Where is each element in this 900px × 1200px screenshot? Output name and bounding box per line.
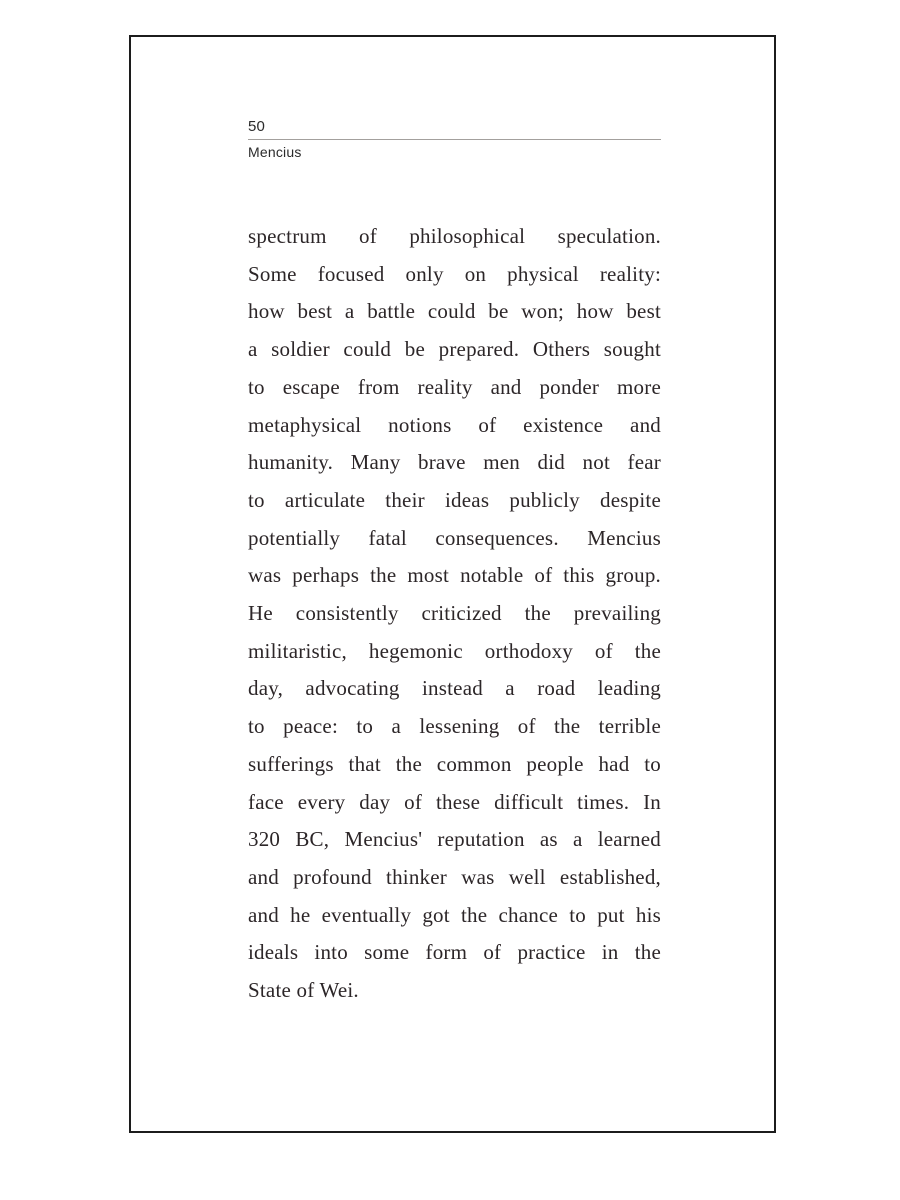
- page-number: 50: [248, 118, 266, 135]
- body-paragraph: [248, 218, 661, 1010]
- body-text-line: day, advocating instead a road leading: [248, 676, 661, 701]
- body-text-line: Some focused only on physical reality:: [248, 261, 661, 286]
- body-text-line: spectrum of philosophical speculation.: [248, 224, 661, 248]
- body-text-line: how best a battle could be won; how best: [248, 299, 661, 324]
- running-title: Mencius: [248, 144, 302, 160]
- body-text-line: to peace: to a lessening of the terrible: [248, 714, 661, 739]
- body-text-line: to articulate their ideas publicly despite: [248, 487, 661, 512]
- body-text-line: metaphysical notions of existence and: [248, 412, 661, 437]
- page-header: [248, 119, 661, 160]
- body-text-line: State of Wei.: [248, 978, 359, 1003]
- body-text-line: and he eventually got the chance to put his: [248, 902, 661, 927]
- body-text-line: humanity. Many brave men did not fear: [248, 450, 661, 475]
- body-text-line: was perhaps the most notable of this group.: [248, 563, 661, 588]
- header-rule: [248, 139, 661, 140]
- body-text-line: potentially fatal consequences. Mencius: [248, 525, 661, 550]
- book-page: [129, 35, 776, 1133]
- body-text-line: and profound thinker was well established,: [248, 864, 661, 889]
- body-text-line: sufferings that the common people had to: [248, 751, 661, 776]
- body-text-line: face every day of these difficult times. In: [248, 789, 661, 814]
- body-text-line: to escape from reality and ponder more: [248, 374, 661, 399]
- body-text-line: 320 BC, Mencius' reputation as a learned: [248, 827, 661, 852]
- body-text-line: He consistently criticized the prevailing: [248, 601, 661, 626]
- body-text-line: ideals into some form of practice in the: [248, 940, 661, 965]
- body-text-line: a soldier could be prepared. Others sought: [248, 337, 661, 362]
- body-text-line: militaristic, hegemonic orthodoxy of the: [248, 638, 661, 663]
